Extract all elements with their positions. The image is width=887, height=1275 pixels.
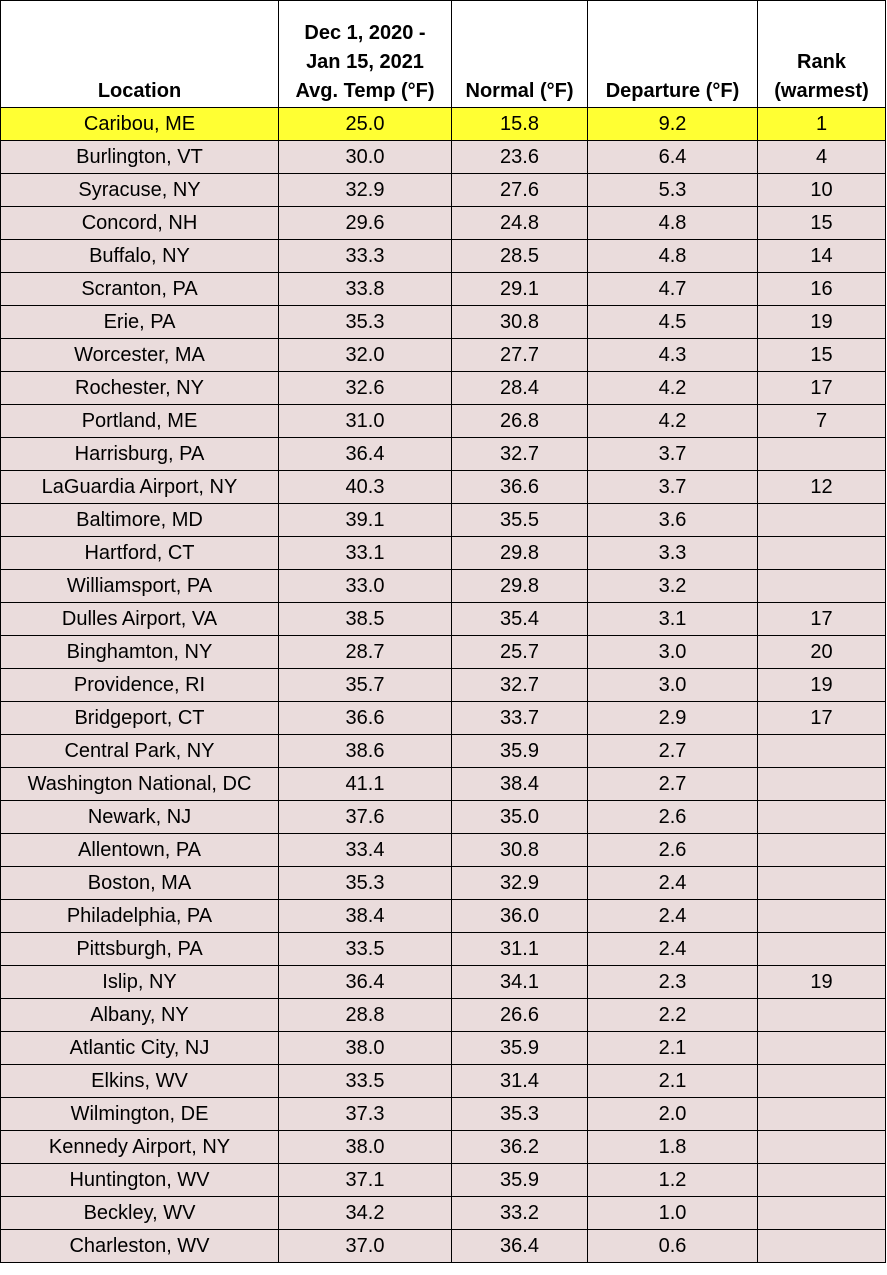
location-cell: Syracuse, NY [1, 174, 279, 207]
table-row [1, 339, 886, 372]
avg-temp-cell: 28.7 [279, 636, 452, 669]
normal-cell: 28.5 [452, 240, 588, 273]
header-row [1, 1, 886, 108]
departure-cell: 4.7 [588, 273, 758, 306]
rank-cell: 16 [758, 273, 886, 306]
normal-cell: 15.8 [452, 108, 588, 141]
departure-cell: 2.4 [588, 933, 758, 966]
avg-temp-cell: 31.0 [279, 405, 452, 438]
header-avg-temp [279, 1, 452, 108]
location-cell: Bridgeport, CT [1, 702, 279, 735]
rank-cell: 7 [758, 405, 886, 438]
departure-cell: 2.7 [588, 735, 758, 768]
normal-cell: 36.2 [452, 1131, 588, 1164]
location-cell: Concord, NH [1, 207, 279, 240]
departure-cell: 2.0 [588, 1098, 758, 1131]
table-row [1, 669, 886, 702]
table-row [1, 735, 886, 768]
table-row [1, 1197, 886, 1230]
rank-cell [758, 1164, 886, 1197]
table-row [1, 1131, 886, 1164]
location-cell: Baltimore, MD [1, 504, 279, 537]
location-cell: Central Park, NY [1, 735, 279, 768]
normal-cell: 36.4 [452, 1230, 588, 1263]
rank-cell [758, 537, 886, 570]
table-row [1, 900, 886, 933]
departure-cell: 2.3 [588, 966, 758, 999]
rank-cell: 19 [758, 966, 886, 999]
location-cell: Buffalo, NY [1, 240, 279, 273]
departure-cell: 3.3 [588, 537, 758, 570]
rank-cell [758, 1032, 886, 1065]
avg-temp-cell: 33.3 [279, 240, 452, 273]
normal-cell: 35.5 [452, 504, 588, 537]
departure-cell: 3.1 [588, 603, 758, 636]
table-row [1, 1098, 886, 1131]
departure-cell: 2.1 [588, 1065, 758, 1098]
table-row [1, 1032, 886, 1065]
normal-cell: 35.9 [452, 1032, 588, 1065]
location-cell: Allentown, PA [1, 834, 279, 867]
location-cell: Providence, RI [1, 669, 279, 702]
departure-cell: 4.2 [588, 372, 758, 405]
departure-cell: 1.2 [588, 1164, 758, 1197]
header-normal-line: Normal (°F) [465, 80, 574, 102]
avg-temp-cell: 32.6 [279, 372, 452, 405]
header-avg-temp-line-2: Jan 15, 2021 [306, 51, 424, 73]
table-row [1, 1164, 886, 1197]
avg-temp-cell: 33.5 [279, 933, 452, 966]
avg-temp-cell: 38.0 [279, 1131, 452, 1164]
rank-cell: 15 [758, 339, 886, 372]
normal-cell: 35.3 [452, 1098, 588, 1131]
table-row [1, 537, 886, 570]
normal-cell: 33.2 [452, 1197, 588, 1230]
normal-cell: 29.8 [452, 537, 588, 570]
departure-cell: 4.8 [588, 240, 758, 273]
location-cell: Kennedy Airport, NY [1, 1131, 279, 1164]
header-avg-temp-line-3: Avg. Temp (°F) [295, 80, 435, 102]
avg-temp-cell: 35.3 [279, 306, 452, 339]
normal-cell: 28.4 [452, 372, 588, 405]
departure-cell: 2.6 [588, 801, 758, 834]
location-cell: Wilmington, DE [1, 1098, 279, 1131]
rank-cell: 19 [758, 306, 886, 339]
avg-temp-cell: 35.3 [279, 867, 452, 900]
rank-cell: 12 [758, 471, 886, 504]
table-row [1, 240, 886, 273]
location-cell: Philadelphia, PA [1, 900, 279, 933]
location-cell: Williamsport, PA [1, 570, 279, 603]
avg-temp-cell: 41.1 [279, 768, 452, 801]
location-cell: Rochester, NY [1, 372, 279, 405]
table-row [1, 636, 886, 669]
departure-cell: 2.4 [588, 900, 758, 933]
avg-temp-cell: 37.6 [279, 801, 452, 834]
rank-cell: 15 [758, 207, 886, 240]
location-cell: LaGuardia Airport, NY [1, 471, 279, 504]
table-row [1, 273, 886, 306]
avg-temp-cell: 40.3 [279, 471, 452, 504]
rank-cell [758, 1098, 886, 1131]
normal-cell: 29.1 [452, 273, 588, 306]
table-row [1, 438, 886, 471]
normal-cell: 26.8 [452, 405, 588, 438]
avg-temp-cell: 32.9 [279, 174, 452, 207]
normal-cell: 34.1 [452, 966, 588, 999]
departure-cell: 1.8 [588, 1131, 758, 1164]
normal-cell: 27.6 [452, 174, 588, 207]
avg-temp-cell: 39.1 [279, 504, 452, 537]
rank-cell [758, 1197, 886, 1230]
header-location-line: Location [97, 80, 182, 102]
avg-temp-cell: 32.0 [279, 339, 452, 372]
rank-cell: 17 [758, 702, 886, 735]
departure-cell: 2.6 [588, 834, 758, 867]
header-departure [588, 1, 758, 108]
rank-cell [758, 801, 886, 834]
table-row [1, 372, 886, 405]
table-row [1, 1230, 886, 1263]
rank-cell [758, 504, 886, 537]
rank-cell [758, 1065, 886, 1098]
departure-cell: 2.9 [588, 702, 758, 735]
table-row [1, 999, 886, 1032]
table-row [1, 141, 886, 174]
departure-cell: 3.0 [588, 636, 758, 669]
location-cell: Binghamton, NY [1, 636, 279, 669]
avg-temp-cell: 33.8 [279, 273, 452, 306]
rank-cell [758, 999, 886, 1032]
normal-cell: 31.1 [452, 933, 588, 966]
departure-cell: 3.0 [588, 669, 758, 702]
avg-temp-cell: 33.0 [279, 570, 452, 603]
rank-cell: 4 [758, 141, 886, 174]
location-cell: Harrisburg, PA [1, 438, 279, 471]
table-row [1, 768, 886, 801]
avg-temp-cell: 34.2 [279, 1197, 452, 1230]
rank-cell [758, 900, 886, 933]
table-row [1, 405, 886, 438]
table-body [1, 108, 886, 1263]
avg-temp-cell: 33.1 [279, 537, 452, 570]
normal-cell: 30.8 [452, 306, 588, 339]
rank-cell: 17 [758, 603, 886, 636]
avg-temp-cell: 25.0 [279, 108, 452, 141]
header-avg-temp-line-1: Dec 1, 2020 - [304, 22, 426, 44]
departure-cell: 4.3 [588, 339, 758, 372]
avg-temp-cell: 38.4 [279, 900, 452, 933]
location-cell: Erie, PA [1, 306, 279, 339]
normal-cell: 35.0 [452, 801, 588, 834]
location-cell: Worcester, MA [1, 339, 279, 372]
departure-cell: 2.4 [588, 867, 758, 900]
departure-cell: 3.6 [588, 504, 758, 537]
location-cell: Boston, MA [1, 867, 279, 900]
avg-temp-cell: 36.4 [279, 966, 452, 999]
table-row [1, 834, 886, 867]
departure-cell: 0.6 [588, 1230, 758, 1263]
table-row [1, 933, 886, 966]
avg-temp-cell: 38.5 [279, 603, 452, 636]
departure-cell: 3.7 [588, 438, 758, 471]
avg-temp-cell: 33.4 [279, 834, 452, 867]
location-cell: Scranton, PA [1, 273, 279, 306]
table-row [1, 603, 886, 636]
location-cell: Beckley, WV [1, 1197, 279, 1230]
normal-cell: 32.7 [452, 669, 588, 702]
departure-cell: 6.4 [588, 141, 758, 174]
rank-cell [758, 834, 886, 867]
header-rank [758, 1, 886, 108]
rank-cell: 14 [758, 240, 886, 273]
rank-cell: 19 [758, 669, 886, 702]
location-cell: Washington National, DC [1, 768, 279, 801]
rank-cell: 1 [758, 108, 886, 141]
normal-cell: 32.9 [452, 867, 588, 900]
departure-cell: 4.5 [588, 306, 758, 339]
rank-cell [758, 438, 886, 471]
normal-cell: 35.4 [452, 603, 588, 636]
table-row [1, 867, 886, 900]
departure-cell: 3.2 [588, 570, 758, 603]
departure-cell: 3.7 [588, 471, 758, 504]
rank-cell: 20 [758, 636, 886, 669]
departure-cell: 1.0 [588, 1197, 758, 1230]
table-row [1, 471, 886, 504]
avg-temp-cell: 36.4 [279, 438, 452, 471]
header-departure-line: Departure (°F) [605, 80, 740, 102]
rank-cell [758, 768, 886, 801]
normal-cell: 23.6 [452, 141, 588, 174]
avg-temp-cell: 30.0 [279, 141, 452, 174]
location-cell: Newark, NJ [1, 801, 279, 834]
normal-cell: 33.7 [452, 702, 588, 735]
normal-cell: 31.4 [452, 1065, 588, 1098]
departure-cell: 9.2 [588, 108, 758, 141]
header-rank-line-2: (warmest) [774, 80, 869, 102]
location-cell: Elkins, WV [1, 1065, 279, 1098]
departure-cell: 4.8 [588, 207, 758, 240]
normal-cell: 30.8 [452, 834, 588, 867]
location-cell: Pittsburgh, PA [1, 933, 279, 966]
location-cell: Portland, ME [1, 405, 279, 438]
departure-cell: 4.2 [588, 405, 758, 438]
avg-temp-cell: 36.6 [279, 702, 452, 735]
normal-cell: 29.8 [452, 570, 588, 603]
location-cell: Huntington, WV [1, 1164, 279, 1197]
table-row [1, 570, 886, 603]
location-cell: Hartford, CT [1, 537, 279, 570]
normal-cell: 24.8 [452, 207, 588, 240]
avg-temp-cell: 37.3 [279, 1098, 452, 1131]
rank-cell: 10 [758, 174, 886, 207]
departure-cell: 2.2 [588, 999, 758, 1032]
table-row [1, 306, 886, 339]
location-cell: Dulles Airport, VA [1, 603, 279, 636]
normal-cell: 26.6 [452, 999, 588, 1032]
normal-cell: 36.6 [452, 471, 588, 504]
table-row [1, 1065, 886, 1098]
rank-cell [758, 1230, 886, 1263]
normal-cell: 35.9 [452, 1164, 588, 1197]
avg-temp-cell: 35.7 [279, 669, 452, 702]
rank-cell [758, 735, 886, 768]
normal-cell: 25.7 [452, 636, 588, 669]
normal-cell: 36.0 [452, 900, 588, 933]
normal-cell: 38.4 [452, 768, 588, 801]
avg-temp-cell: 38.6 [279, 735, 452, 768]
table-row [1, 108, 886, 141]
location-cell: Atlantic City, NJ [1, 1032, 279, 1065]
rank-cell [758, 867, 886, 900]
header-location [1, 1, 279, 108]
avg-temp-cell: 37.0 [279, 1230, 452, 1263]
rank-cell [758, 1131, 886, 1164]
table-row [1, 801, 886, 834]
departure-cell: 5.3 [588, 174, 758, 207]
departure-cell: 2.1 [588, 1032, 758, 1065]
normal-cell: 35.9 [452, 735, 588, 768]
table-row [1, 702, 886, 735]
location-cell: Charleston, WV [1, 1230, 279, 1263]
avg-temp-cell: 28.8 [279, 999, 452, 1032]
location-cell: Caribou, ME [1, 108, 279, 141]
location-cell: Islip, NY [1, 966, 279, 999]
table-row [1, 207, 886, 240]
normal-cell: 32.7 [452, 438, 588, 471]
avg-temp-cell: 29.6 [279, 207, 452, 240]
normal-cell: 27.7 [452, 339, 588, 372]
rank-cell [758, 933, 886, 966]
header-rank-line-1: Rank [797, 51, 846, 73]
table-row [1, 504, 886, 537]
location-cell: Albany, NY [1, 999, 279, 1032]
location-cell: Burlington, VT [1, 141, 279, 174]
avg-temp-cell: 33.5 [279, 1065, 452, 1098]
avg-temp-cell: 37.1 [279, 1164, 452, 1197]
rank-cell: 17 [758, 372, 886, 405]
departure-cell: 2.7 [588, 768, 758, 801]
header-normal [452, 1, 588, 108]
table-row [1, 174, 886, 207]
rank-cell [758, 570, 886, 603]
avg-temp-cell: 38.0 [279, 1032, 452, 1065]
table-row [1, 966, 886, 999]
